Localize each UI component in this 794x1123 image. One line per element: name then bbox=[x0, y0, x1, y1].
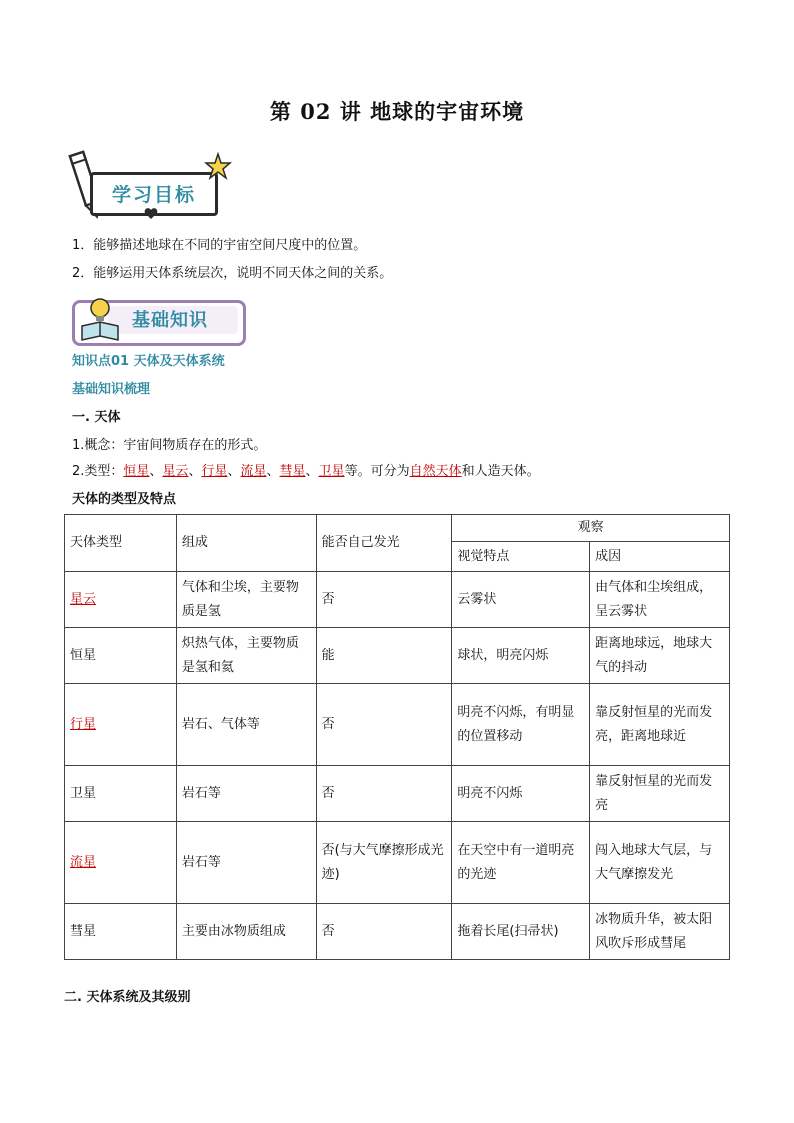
cell-visual: 球状，明亮闪烁 bbox=[452, 628, 590, 684]
type-term: 卫星 bbox=[318, 464, 345, 479]
type-term: 彗星 bbox=[279, 464, 306, 479]
cell-cause: 闯入地球大气层，与大气摩擦发光 bbox=[590, 822, 730, 904]
type-term: 恒星 bbox=[123, 464, 150, 479]
types-prefix: 2.类型： bbox=[72, 464, 124, 479]
cell-visual: 在天空中有一道明亮的光迹 bbox=[452, 822, 590, 904]
types-mid: 等。可分为 bbox=[344, 464, 410, 479]
book-bulb-icon bbox=[78, 296, 122, 344]
cell-visual: 云雾状 bbox=[452, 572, 590, 628]
cell-composition: 岩石等 bbox=[176, 822, 316, 904]
table-row bbox=[65, 628, 730, 684]
cell-type: 卫星 bbox=[65, 766, 177, 822]
cell-cause: 冰物质升华，被太阳风吹斥形成彗尾 bbox=[590, 904, 730, 960]
goals-badge-label: 学习目标 bbox=[111, 184, 196, 206]
type-term: 行星 bbox=[201, 464, 228, 479]
page-title: 第 02 讲 地球的宇宙环境 bbox=[269, 99, 525, 124]
cell-composition: 岩石等 bbox=[176, 766, 316, 822]
header-visual: 视觉特点 bbox=[452, 542, 590, 572]
knowledge-badge-label: 基础知识 bbox=[132, 310, 208, 331]
cell-glow: 否 bbox=[316, 572, 452, 628]
section-heading-1: 一. 天体 bbox=[72, 410, 121, 425]
cell-visual: 明亮不闪烁，有明显的位置移动 bbox=[452, 684, 590, 766]
basic-knowledge-badge bbox=[72, 296, 244, 344]
cell-type: 行星 bbox=[65, 684, 177, 766]
cell-type: 星云 bbox=[65, 572, 177, 628]
cell-cause: 靠反射恒星的光而发亮，距离地球近 bbox=[590, 684, 730, 766]
table-caption: 天体的类型及特点 bbox=[72, 492, 177, 507]
cell-glow: 否 bbox=[316, 684, 452, 766]
goal-item-1: 1．能够描述地球在不同的宇宙空间尺度中的位置。 bbox=[72, 238, 367, 253]
star-icon bbox=[204, 152, 232, 180]
cell-composition: 主要由冰物质组成 bbox=[176, 904, 316, 960]
table-row bbox=[65, 572, 730, 628]
knowledge-point-title: 知识点01 天体及天体系统 bbox=[72, 354, 225, 369]
cell-composition: 岩石、气体等 bbox=[176, 684, 316, 766]
cell-visual: 拖着长尾(扫帚状) bbox=[452, 904, 590, 960]
cell-glow: 能 bbox=[316, 628, 452, 684]
cell-glow: 否(与大气摩擦形成光迹) bbox=[316, 822, 452, 904]
cell-composition: 炽热气体，主要物质是氢和氦 bbox=[176, 628, 316, 684]
type-term: 星云 bbox=[162, 464, 189, 479]
header-self-luminous: 能否自己发光 bbox=[316, 515, 452, 572]
cell-cause: 距离地球远，地球大气的抖动 bbox=[590, 628, 730, 684]
cell-visual: 明亮不闪烁 bbox=[452, 766, 590, 822]
header-observation: 观察 bbox=[452, 515, 730, 542]
type-term: 流星 bbox=[240, 464, 267, 479]
table-row bbox=[65, 766, 730, 822]
concept-line: 1.概念：宇宙间物质存在的形式。 bbox=[72, 438, 267, 453]
cell-type: 流星 bbox=[65, 822, 177, 904]
heart-icon bbox=[144, 208, 158, 220]
header-composition: 组成 bbox=[176, 515, 316, 572]
cell-cause: 由气体和尘埃组成，呈云雾状 bbox=[590, 572, 730, 628]
table-row bbox=[65, 684, 730, 766]
cell-cause: 靠反射恒星的光而发亮 bbox=[590, 766, 730, 822]
header-cause: 成因 bbox=[590, 542, 730, 572]
cell-glow: 否 bbox=[316, 766, 452, 822]
table-header-row bbox=[65, 515, 730, 542]
table-row bbox=[65, 904, 730, 960]
knowledge-point-subtitle: 基础知识梳理 bbox=[72, 382, 151, 397]
header-type: 天体类型 bbox=[65, 515, 177, 572]
goal-item-2: 2．能够运用天体系统层次，说明不同天体之间的关系。 bbox=[72, 266, 393, 281]
celestial-bodies-table bbox=[64, 514, 730, 960]
types-line: 2.类型：恒星、星云、行星、流星、彗星、卫星等。可分为自然天体和人造天体。 bbox=[72, 464, 540, 479]
cell-composition: 气体和尘埃，主要物质是氢 bbox=[176, 572, 316, 628]
table-row bbox=[65, 822, 730, 904]
section-heading-2: 二. 天体系统及其级别 bbox=[64, 990, 191, 1005]
cell-type: 恒星 bbox=[65, 628, 177, 684]
natural-bodies-term: 自然天体 bbox=[409, 464, 462, 479]
cell-glow: 否 bbox=[316, 904, 452, 960]
learning-goals-badge bbox=[68, 150, 238, 222]
types-end: 和人造天体。 bbox=[461, 464, 540, 479]
cell-type: 彗星 bbox=[65, 904, 177, 960]
